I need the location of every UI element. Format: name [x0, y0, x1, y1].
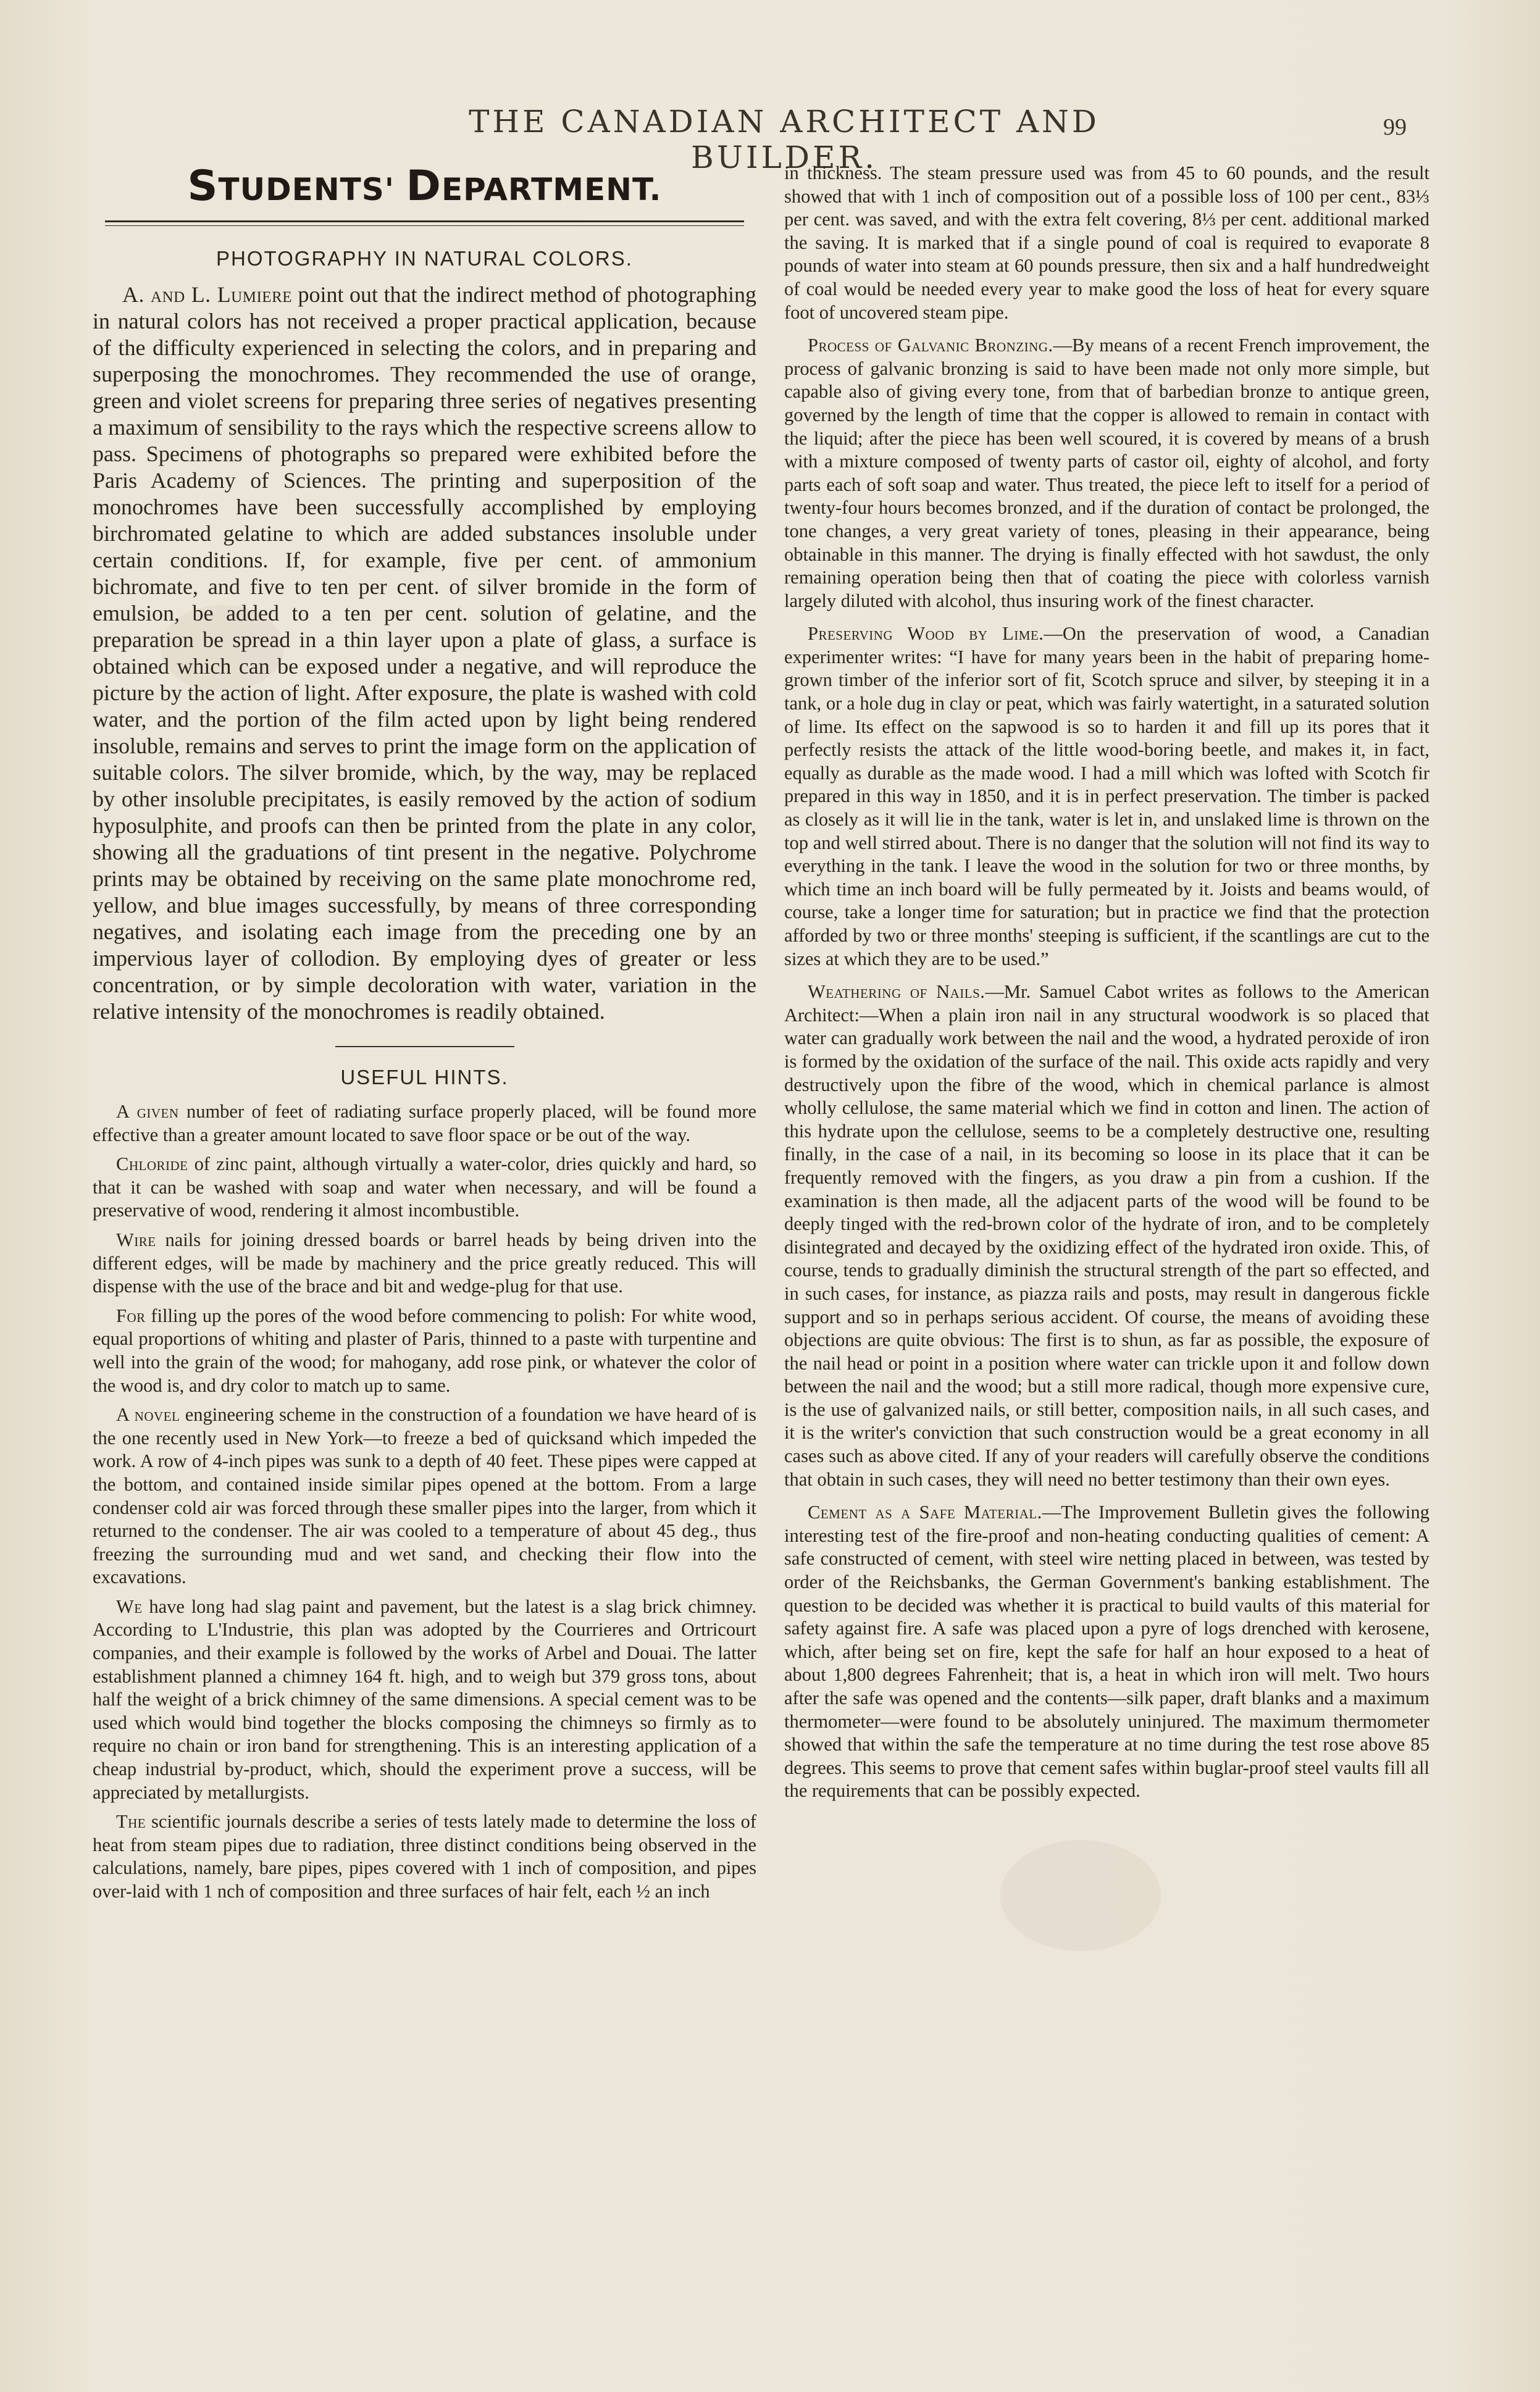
hint-paragraph: We have long had slag paint and pavement, but the latest is a slag brick chimney. According to L'Industrie, this plan was adopted by the Courrieres and Ortricourt companies, and their example is followed by the works of Arbel and Douai. The latter establishment planned a chimney 164 ft. high, and to weigh but 379 gross tons, about half the weight of a brick chimney of the same dimensions. A special cement was to be used which would bind together the blocks composing the chimneys so firmly as to require no chain or iron band for strengthening. This is an interesting application of a cheap industrial by-product, which, should the experiment prove a success, will be appreciated by metallurgists. [93, 1595, 756, 1803]
hint-paragraph: A given number of feet of radiating surface properly placed, will be found more effective than a greater amount located to save floor space or be out of the way. [93, 1101, 756, 1145]
hints-heading: USEFUL HINTS. [340, 1066, 509, 1089]
left-column [93, 162, 756, 1910]
hint-paragraph: Wire nails for joining dressed boards or barrel heads by being driven into the different edges, will be made by machinery and the price greatly reduced. This will dispense with the use of the brace and bit and wedge-plug for that use. [93, 1229, 756, 1297]
journal-title: THE CANADIAN ARCHITECT AND BUILDER. [469, 104, 1100, 175]
article-galvanic-bronzing: Process of Galvanic Bronzing.—By means of a recent French improvement, the process of galvanic bronzing is said to have been made not only more simple, but capable also of giving every tone, from that of barbedian bronze to antique green, governed by the length of time that the copper is allowed to remain in contact with the liquid; after the piece has been well scoured, it is covered by means of a brush with a mixture composed of twenty parts of castor oil, eighty of alcohol, and forty parts each of soft soap and water. Thus treated, the piece left to itself for a period of twenty-four hours becomes bronzed, and if the duration of contact be prolonged, the tone changes, a very great variety of tones, pleasing in their appearance, being obtainable in this manner. The drying is finally effected with hot sawdust, the only remaining operation being then that of coating the piece with colorless varnish largely diluted with alcohol, thus insuring work of the finest character. [784, 335, 1430, 611]
paper-stain [1000, 1840, 1161, 1951]
hint-paragraph: A novel engineering scheme in the construction of a foundation we have heard of is the one recently used in New York—to freeze a bed of quicksand which impeded the work. A row of 4-inch pipes was sunk to a depth of 40 feet. These pipes were capped at the bottom, and contained inside similar pipes opened at the bottom. From a large condenser cold air was forced through these smaller pipes into the larger, from which it returned to the condenser. The air was cooled to a temperature of about 45 deg., thus freezing the surrounding mud and wet sand, and checking their flow into the excavations. [93, 1404, 757, 1588]
article-weathering-nails: Weathering of Nails.—Mr. Samuel Cabot writes as follows to the American Architect:—When a plain iron nail in any structural woodwork is so placed that water can gradually work between the nail and the wood, a hydrated peroxide of iron is formed by the oxidation of the surface of the nail. This oxide acts rapidly and very destructively upon the fibre of the wood, which in chemical parlance is almost wholly cellulose, the same material which we find in cotton and linen. The action of this hydrate upon the cellulose, seems to be a completely destructive one, resulting finally, in the case of a nail, in its becoming so loose in its place that it can be frequently removed with the fingers, as you draw a pin from a cushion. If the examination is then made, all the adjacent parts of the wood will be found to be deeply tinged with the red-brown color of the hydrate of iron, and to be completely disintegrated and decayed by the oxidizing effect of the hydrated iron oxide. This, of course, tends to gradually diminish the structural strength of the part so effected, and in such cases, for instance, as piazza rails and posts, may result in dangerous fickle support and so in perhaps serious accident. Of course, the means of avoiding these objections are quite obvious: The first is to shun, as far as possible, the exposure of the nail head or point in a position where water can trickle upon it and follow down between the nail and the wood; but a still more radical, though more expensive cure, is the use of galvanized nails, or still better, composition nails, in all such cases, and it is the writer's conviction that such construction would be a great economy in all cases such as above cited. If any of your readers will carefully observe the conditions that obtain in such cases, they will need no better testimony than their own eyes. [784, 981, 1429, 1490]
photography-article: A. and L. Lumiere point out that the indirect method of photographing in natural colors has not received a proper practical application, because of the difficulty experienced in selecting the colors, and in preparing and superposing the monochromes. They recommended the use of orange, green and violet screens for preparing three series of negatives presenting a maximum of sensibility to the rays which the respective screens allow to pass. Specimens of photographs so prepared were exhibited before the Paris Academy of Sciences. The printing and superposition of the monochromes have been successfully accomplished by employing birchromated gelatine to which are added substances insoluble under certain conditions. If, for example, five per cent. of ammonium bichromate, and five to ten per cent. of silver bromide in the form of emulsion, be added to a ten per cent. solution of gelatine, and the preparation be spread in a thin layer upon a plate of glass, a surface is obtained which can be exposed under a negative, and will reproduce the picture by the action of light. After exposure, the plate is washed with cold water, and the portion of the film acted upon by light being rendered insoluble, remains and serves to print the image form on the application of suitable colors. The silver bromide, which, by the way, may be replaced by other insoluble precipitates, is easily removed by the action of sodium hyposulphite, and proofs can then be printed from the plate in any color, showing all the graduations of tint present in the negative. Polychrome prints may be obtained by receiving on the same plate monochrome red, yellow, and blue images successfully, by means of three corresponding negatives, and isolating each image from the preceding one by an impervious layer of collodion. By employing dyes of greater or less concentration, or by simple decoloration with water, variation in the relative intensity of the monochromes is readily obtained. [93, 282, 756, 1024]
section-rule [335, 1046, 514, 1047]
running-head [0, 104, 1540, 175]
article-preserving-wood: Preserving Wood by Lime.—On the preservation of wood, a Canadian experimenter writes: “I have for many years been in the habit of preparing home-grown timber of the inferior sort of fit, Scotch spruce and silver, by steeping it in a tank, or a hole dug in clay or peat, which was fairly watertight, in a saturated solution of lime. Its effect on the sapwood is so to harden it and fill up its pores that it perfectly resists the attack of the little wood-boring beetle, and makes it, in fact, equally as durable as the made wood. I had a mill which was lofted with Scotch fir prepared in this way in 1850, and it is in perfect preservation. The timber is packed as closely as it will lie in the tank, water is let in, and unslaked lime is thrown on the top and well stirred about. There is no danger that the solution will not find its way to everything in the tank. I leave the wood in the solution for two or three months, by which time an inch board will be fully permeated by it. Joists and beams would, of course, take a longer time for saturation; but in practice we find that the protection afforded by two or three months' steeping is sufficient, if the scantlings are cut to the sizes at which they are to be used.” [784, 623, 1429, 969]
page-number: 99 [1383, 114, 1407, 140]
continuation-paragraph: in thickness. The steam pressure used was from 45 to 60 pounds, and the result showed that with 1 inch of composition out of a possible loss of 100 per cent., 83⅓ per cent. was saved, and with the extra felt covering, 8⅓ per cent. additional marked the saving. It is marked that if a single pound of coal is required to evaporate 8 pounds of water into steam at 60 pounds pressure, then six and a half hundredweight of coal would be needed every year to make good the loss of heat for every square foot of uncovered steam pipe. [784, 162, 1429, 323]
hint-paragraph: Chloride of zinc paint, although virtually a water-color, dries quickly and hard, so that it can be washed with soap and water when necessary, and will be found a preservative of wood, rendering it almost incombustible. [93, 1153, 756, 1221]
title-rule [105, 220, 744, 226]
hint-paragraph: For filling up the pores of the wood before commencing to polish: For white wood, equal proportions of whiting and plaster of Paris, thinned to a paste with turpentine and well into the grain of the wood; for mahogany, add rose pink, or whatever the color of the wood is, and dry color to match up to same. [93, 1305, 756, 1396]
photography-heading: PHOTOGRAPHY IN NATURAL COLORS. [216, 247, 633, 270]
right-column [784, 162, 1429, 1813]
department-title: STUDENTS' DEPARTMENT. [187, 162, 662, 211]
hint-paragraph: The scientific journals describe a series of tests lately made to determine the loss of heat from steam pipes due to radiation, three distinct conditions being observed in the calculations, namely, bare pipes, pipes covered with 1 inch of composition, and pipes over-laid with 1 nch of composition and three surfaces of hair felt, each ½ an inch [93, 1811, 756, 1902]
article-cement-safe: Cement as a Safe Material.—The Improvement Bulletin gives the following interesting test of the fire-proof and non-heating conducting qualities of cement: A safe constructed of cement, with steel wire netting placed in between, was tested by order of the Reichsbanks, the German Government's banking establishment. The question to be decided was whether it is practical to build vaults of this material for safety against fire. A safe was placed upon a pyre of logs drenched with kerosene, which, after being set on fire, kept the safe for half an hour exposed to a heat of about 1,800 degrees Fahrenheit; that is, a heat in which iron will melt. Two hours after the safe was opened and the contents—silk paper, draft blanks and a maximum thermometer—were found to be absolutely uninjured. The maximum thermometer showed that within the safe the temperature at no time during the test rose above 85 degrees. This seems to prove that cement safes within buglar-proof steel vaults fill all the requirements that can be possibly expected. [784, 1502, 1429, 1802]
